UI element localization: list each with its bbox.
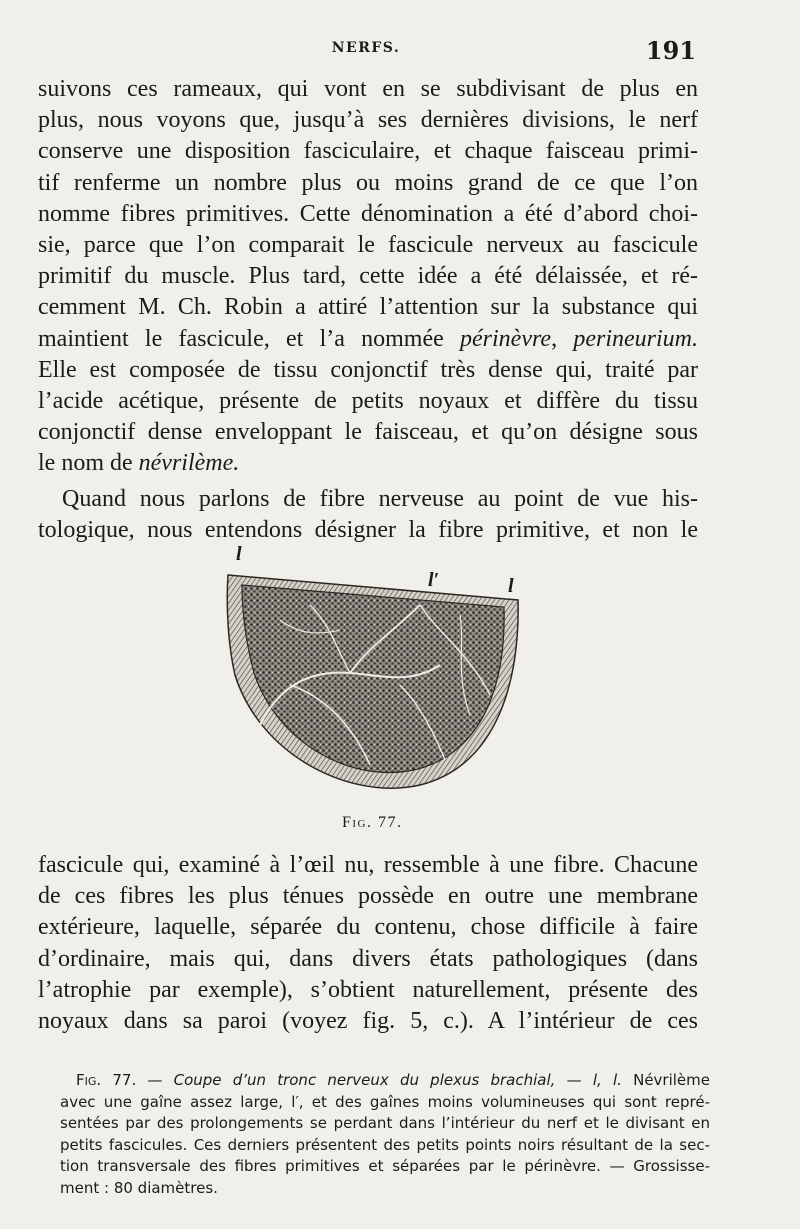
text-line: de ces fibres les plus ténues possède en outre une membrane bbox=[38, 883, 698, 910]
text-line: nomme fibres primitives. Cette dénomination a été d’abord choi- bbox=[38, 200, 698, 227]
term-nevrileme: névrilème. bbox=[138, 450, 240, 477]
figure-marker-l-right: l bbox=[508, 575, 514, 597]
term-perinevre: périnèvre bbox=[460, 325, 552, 352]
text-line: l’acide acétique, présente de petits noyaux et diffère du tissu bbox=[38, 388, 698, 415]
text-line: fascicule qui, examiné à l’œil nu, ressemble à une fibre. Chacune bbox=[38, 852, 698, 878]
caption-dash: — bbox=[555, 1071, 593, 1089]
text-line bbox=[38, 448, 698, 479]
paragraph-top bbox=[38, 74, 698, 480]
running-head: NERFS. bbox=[331, 40, 401, 56]
page-header bbox=[36, 36, 696, 66]
caption-line: petits fascicules. Ces derniers présentent des petits points noirs résultant de la sec- bbox=[60, 1135, 710, 1154]
figure-marker-l-prime: l′ bbox=[428, 569, 440, 591]
caption-markers: l, l. bbox=[592, 1071, 622, 1089]
figure-marker-l: l bbox=[236, 543, 242, 565]
text-line: Elle est composée de tissu conjonctif très dense qui, traité par bbox=[38, 356, 698, 383]
caption-line bbox=[60, 1070, 710, 1092]
text-line: noyaux dans sa paroi (voyez fig. 5, c.). A l’intérieur de ces bbox=[38, 1008, 698, 1035]
nerve-cross-section-engraving bbox=[220, 545, 530, 835]
caption-line: tion transversale des fibres primitives et séparées par le périnèvre. — Grossisse- bbox=[60, 1157, 710, 1175]
text-line: cemment M. Ch. Robin a attiré l’attention sur la substance qui bbox=[38, 294, 698, 321]
text-fragment: maintient le fascicule, et l’a nommée bbox=[38, 325, 461, 352]
term-perineurium: perineurium. bbox=[573, 325, 698, 352]
caption-dash: — bbox=[136, 1071, 174, 1089]
page-number: 191 bbox=[645, 36, 696, 65]
paragraph-two bbox=[38, 484, 698, 546]
caption-text: Névrilème bbox=[621, 1071, 710, 1089]
figure-title bbox=[342, 814, 403, 832]
text-fragment: , bbox=[551, 325, 574, 352]
figure-77 bbox=[220, 545, 530, 835]
caption-title: Coupe d’un tronc nerveux du plexus brachial, bbox=[173, 1071, 556, 1089]
text-line: tif renferme un nombre plus ou moins grand de ce que l’on bbox=[38, 169, 698, 196]
figure-title-text: Fig. 77. bbox=[342, 814, 403, 831]
text-line: suivons ces rameaux, qui vont en se subdivisant de plus en bbox=[38, 76, 698, 102]
caption-fig-label: Fig. 77. bbox=[76, 1071, 137, 1089]
text-line: primitif du muscle. Plus tard, cette idée a été délaissée, et ré- bbox=[38, 263, 698, 290]
text-line: d’ordinaire, mais qui, dans divers états pathologiques (dans bbox=[38, 945, 698, 972]
paragraph-three bbox=[38, 850, 698, 1037]
caption-line: sentées par des prolongements se perdant dans l’intérieur du nerf et le divisant en bbox=[60, 1114, 710, 1132]
text-line: Quand nous parlons de fibre nerveuse au point de vue his- bbox=[62, 486, 698, 512]
text-line: conjonctif dense enveloppant le faisceau, et qu’on désigne sous bbox=[38, 419, 698, 446]
text-line: extérieure, laquelle, séparée du contenu, chose difficile à faire bbox=[38, 914, 698, 941]
caption-line: avec une gaîne assez large, l′, et des gaînes moins volumineuses qui sont repré- bbox=[60, 1092, 710, 1111]
text-line: plus, nous voyons que, jusqu’à ses dernières divisions, le nerf bbox=[38, 107, 698, 134]
text-line: l’atrophie par exemple), s’obtient naturellement, présente des bbox=[38, 976, 698, 1003]
text-line bbox=[38, 324, 698, 355]
text-fragment: le nom de bbox=[38, 450, 139, 477]
text-line: conserve une disposition fasciculaire, et chaque faisceau primi- bbox=[38, 138, 698, 165]
text-line: sie, parce que l’on comparait le fascicule nerveux au fascicule bbox=[38, 232, 698, 259]
text-line: tologique, nous entendons désigner la fibre primitive, et non le bbox=[38, 517, 698, 544]
figure-caption bbox=[60, 1070, 710, 1199]
caption-line: ment : 80 diamètres. bbox=[60, 1178, 218, 1197]
